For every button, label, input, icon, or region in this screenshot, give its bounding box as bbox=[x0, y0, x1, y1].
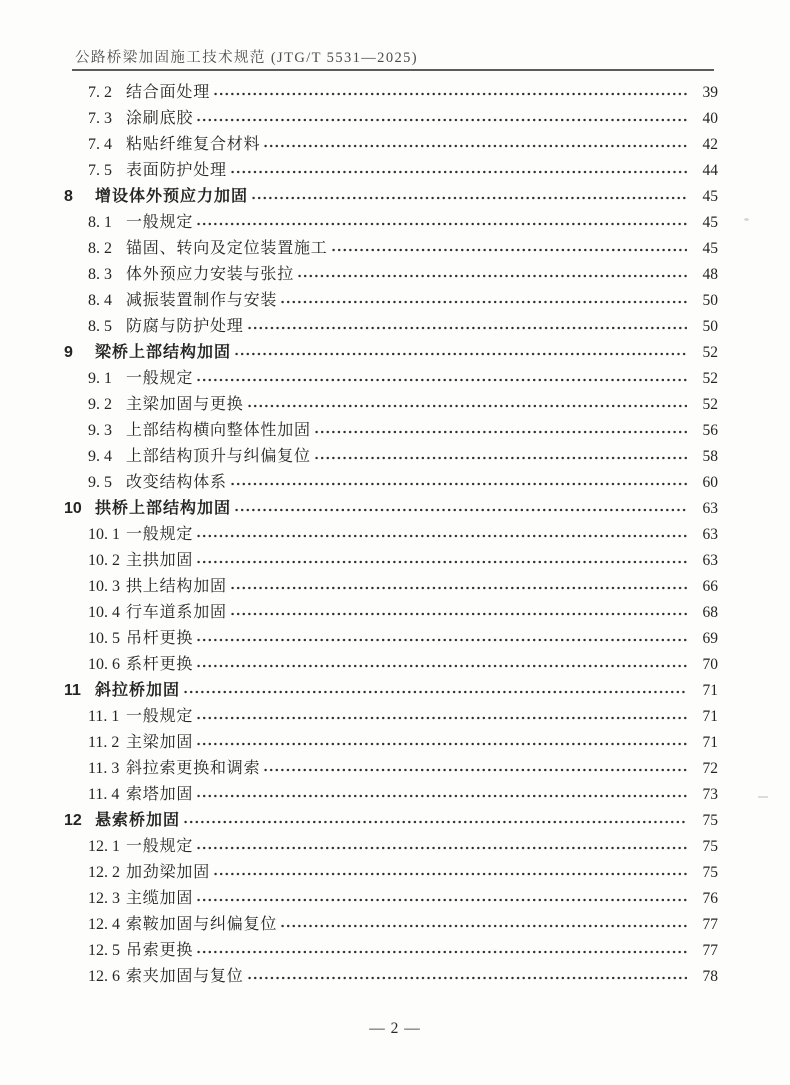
entry-title: 减振装置制作与安装 bbox=[126, 292, 278, 309]
entry-number: 8. 4 bbox=[88, 292, 112, 309]
entry-page-number: 75 bbox=[702, 838, 718, 855]
toc-section-row bbox=[64, 574, 718, 600]
entry-page-number: 75 bbox=[702, 864, 718, 881]
entry-title: 悬索桥加固 bbox=[95, 812, 181, 829]
entry-title: 体外预应力安装与张拉 bbox=[126, 266, 295, 283]
entry-page-number: 45 bbox=[702, 214, 718, 231]
scan-artifact bbox=[758, 796, 768, 798]
entry-title: 结合面处理 bbox=[126, 84, 211, 101]
dot-leader bbox=[183, 808, 687, 834]
entry-number: 8. 2 bbox=[88, 240, 112, 257]
entry-number: 7. 4 bbox=[88, 136, 112, 153]
running-header: 公路桥梁加固施工技术规范 (JTG/T 5531—2025) bbox=[75, 50, 419, 66]
entry-page-number: 48 bbox=[702, 266, 718, 283]
entry-title: 防腐与防护处理 bbox=[126, 318, 244, 335]
entry-title: 上部结构顶升与纠偏复位 bbox=[126, 448, 311, 465]
toc-section-row bbox=[64, 730, 718, 756]
entry-page-number: 58 bbox=[702, 448, 718, 465]
dot-leader bbox=[280, 288, 687, 314]
entry-number: 8. 3 bbox=[88, 266, 112, 283]
entry-number: 7. 5 bbox=[88, 162, 112, 179]
header-rule bbox=[72, 69, 714, 71]
entry-page-number: 56 bbox=[702, 422, 718, 439]
toc-section-row bbox=[64, 886, 718, 912]
entry-title: 锚固、转向及定位装置施工 bbox=[126, 240, 328, 257]
entry-page-number: 75 bbox=[702, 812, 718, 829]
dot-leader bbox=[247, 392, 687, 418]
toc-section-row bbox=[64, 366, 718, 392]
table-of-contents bbox=[64, 80, 718, 990]
toc-section-row bbox=[64, 106, 718, 132]
entry-number: 8 bbox=[64, 188, 73, 205]
entry-page-number: 40 bbox=[702, 110, 718, 127]
dot-leader bbox=[247, 964, 687, 990]
dot-leader bbox=[251, 184, 687, 210]
entry-number: 11 bbox=[64, 682, 81, 699]
entry-page-number: 71 bbox=[702, 734, 718, 751]
entry-number: 10. 1 bbox=[88, 526, 120, 543]
entry-title: 梁桥上部结构加固 bbox=[95, 344, 232, 361]
dot-leader bbox=[247, 314, 687, 340]
entry-title: 拱桥上部结构加固 bbox=[95, 500, 232, 517]
entry-number: 8. 5 bbox=[88, 318, 112, 335]
toc-section-row bbox=[64, 704, 718, 730]
toc-chapter-row bbox=[64, 184, 718, 210]
dot-leader bbox=[263, 756, 687, 782]
entry-page-number: 77 bbox=[702, 916, 718, 933]
entry-title: 增设体外预应力加固 bbox=[95, 188, 249, 205]
entry-page-number: 50 bbox=[702, 318, 718, 335]
dot-leader bbox=[196, 652, 687, 678]
entry-title: 一般规定 bbox=[126, 370, 194, 387]
entry-number: 9. 2 bbox=[88, 396, 112, 413]
page-footer: — 2 — bbox=[369, 1020, 421, 1037]
entry-title: 拱上结构加固 bbox=[126, 578, 227, 595]
entry-page-number: 71 bbox=[702, 682, 718, 699]
dot-leader bbox=[196, 106, 687, 132]
entry-page-number: 45 bbox=[702, 188, 718, 205]
dot-leader bbox=[230, 158, 687, 184]
entry-page-number: 44 bbox=[702, 162, 718, 179]
toc-section-row bbox=[64, 600, 718, 626]
dot-leader bbox=[196, 548, 687, 574]
entry-page-number: 77 bbox=[702, 942, 718, 959]
toc-section-row bbox=[64, 392, 718, 418]
entry-page-number: 42 bbox=[702, 136, 718, 153]
entry-page-number: 63 bbox=[702, 526, 718, 543]
entry-page-number: 52 bbox=[702, 396, 718, 413]
entry-page-number: 45 bbox=[702, 240, 718, 257]
entry-page-number: 69 bbox=[702, 630, 718, 647]
dot-leader bbox=[280, 912, 687, 938]
dot-leader bbox=[230, 574, 687, 600]
entry-page-number: 70 bbox=[702, 656, 718, 673]
entry-number: 10 bbox=[64, 500, 82, 517]
entry-number: 10. 4 bbox=[88, 604, 120, 621]
entry-number: 11. 1 bbox=[88, 708, 120, 725]
entry-number: 12. 5 bbox=[88, 942, 120, 959]
toc-section-row bbox=[64, 756, 718, 782]
entry-page-number: 76 bbox=[702, 890, 718, 907]
entry-title: 一般规定 bbox=[126, 708, 194, 725]
entry-number: 8. 1 bbox=[88, 214, 112, 231]
entry-title: 主梁加固与更换 bbox=[126, 396, 244, 413]
dot-leader bbox=[196, 834, 687, 860]
entry-title: 改变结构体系 bbox=[126, 474, 227, 491]
toc-section-row bbox=[64, 522, 718, 548]
entry-title: 斜拉桥加固 bbox=[95, 682, 181, 699]
toc-section-row bbox=[64, 80, 718, 106]
toc-section-row bbox=[64, 964, 718, 990]
toc-section-row bbox=[64, 236, 718, 262]
entry-page-number: 71 bbox=[702, 708, 718, 725]
entry-page-number: 78 bbox=[702, 968, 718, 985]
toc-section-row bbox=[64, 834, 718, 860]
dot-leader bbox=[196, 782, 687, 808]
toc-section-row bbox=[64, 262, 718, 288]
entry-page-number: 52 bbox=[702, 370, 718, 387]
scan-artifact bbox=[744, 218, 749, 221]
entry-title: 一般规定 bbox=[126, 838, 194, 855]
entry-title: 吊索更换 bbox=[126, 942, 194, 959]
dot-leader bbox=[196, 704, 687, 730]
entry-title: 系杆更换 bbox=[126, 656, 194, 673]
entry-number: 10. 3 bbox=[88, 578, 120, 595]
entry-number: 9. 4 bbox=[88, 448, 112, 465]
dot-leader bbox=[183, 678, 687, 704]
entry-number: 12 bbox=[64, 812, 82, 829]
entry-page-number: 52 bbox=[702, 344, 718, 361]
entry-title: 索鞍加固与纠偏复位 bbox=[126, 916, 278, 933]
entry-number: 12. 1 bbox=[88, 838, 120, 855]
entry-title: 行车道系加固 bbox=[126, 604, 227, 621]
toc-section-row bbox=[64, 782, 718, 808]
toc-section-row bbox=[64, 444, 718, 470]
dot-leader bbox=[196, 626, 687, 652]
entry-title: 主缆加固 bbox=[126, 890, 194, 907]
toc-section-row bbox=[64, 470, 718, 496]
entry-number: 12. 3 bbox=[88, 890, 120, 907]
entry-page-number: 73 bbox=[702, 786, 718, 803]
toc-chapter-row bbox=[64, 340, 718, 366]
dot-leader bbox=[196, 938, 687, 964]
dot-leader bbox=[196, 730, 687, 756]
toc-section-row bbox=[64, 548, 718, 574]
entry-number: 10. 6 bbox=[88, 656, 120, 673]
toc-section-row bbox=[64, 288, 718, 314]
entry-number: 7. 3 bbox=[88, 110, 112, 127]
toc-chapter-row bbox=[64, 808, 718, 834]
entry-number: 9. 5 bbox=[88, 474, 112, 491]
toc-chapter-row bbox=[64, 496, 718, 522]
entry-title: 斜拉索更换和调索 bbox=[126, 760, 261, 777]
dot-leader bbox=[331, 236, 687, 262]
entry-page-number: 63 bbox=[702, 500, 718, 517]
toc-section-row bbox=[64, 314, 718, 340]
dot-leader bbox=[196, 522, 687, 548]
dot-leader bbox=[234, 496, 687, 522]
toc-section-row bbox=[64, 938, 718, 964]
entry-title: 粘贴纤维复合材料 bbox=[126, 136, 261, 153]
dot-leader bbox=[263, 132, 687, 158]
entry-title: 主梁加固 bbox=[126, 734, 194, 751]
entry-number: 9. 1 bbox=[88, 370, 112, 387]
entry-title: 吊杆更换 bbox=[126, 630, 194, 647]
entry-number: 9. 3 bbox=[88, 422, 112, 439]
dot-leader bbox=[230, 470, 687, 496]
toc-section-row bbox=[64, 626, 718, 652]
entry-title: 表面防护处理 bbox=[126, 162, 227, 179]
entry-title: 一般规定 bbox=[126, 526, 194, 543]
dot-leader bbox=[213, 860, 687, 886]
dot-leader bbox=[196, 886, 687, 912]
dot-leader bbox=[230, 600, 687, 626]
entry-number: 11. 4 bbox=[88, 786, 120, 803]
entry-title: 一般规定 bbox=[126, 214, 194, 231]
entry-page-number: 39 bbox=[702, 84, 718, 101]
entry-title: 加劲梁加固 bbox=[126, 864, 211, 881]
toc-section-row bbox=[64, 418, 718, 444]
entry-number: 12. 4 bbox=[88, 916, 120, 933]
entry-number: 10. 2 bbox=[88, 552, 120, 569]
entry-title: 索塔加固 bbox=[126, 786, 194, 803]
entry-number: 7. 2 bbox=[88, 84, 112, 101]
entry-number: 12. 2 bbox=[88, 864, 120, 881]
dot-leader bbox=[196, 366, 687, 392]
entry-number: 12. 6 bbox=[88, 968, 120, 985]
dot-leader bbox=[213, 80, 687, 106]
entry-title: 上部结构横向整体性加固 bbox=[126, 422, 311, 439]
dot-leader bbox=[234, 340, 687, 366]
toc-chapter-row bbox=[64, 678, 718, 704]
entry-title: 主拱加固 bbox=[126, 552, 194, 569]
entry-title: 涂刷底胶 bbox=[126, 110, 194, 127]
toc-section-row bbox=[64, 158, 718, 184]
toc-section-row bbox=[64, 912, 718, 938]
entry-number: 9 bbox=[64, 344, 73, 361]
entry-page-number: 66 bbox=[702, 578, 718, 595]
entry-page-number: 72 bbox=[702, 760, 718, 777]
dot-leader bbox=[314, 418, 687, 444]
entry-title: 索夹加固与复位 bbox=[126, 968, 244, 985]
entry-page-number: 50 bbox=[702, 292, 718, 309]
entry-number: 10. 5 bbox=[88, 630, 120, 647]
toc-section-row bbox=[64, 860, 718, 886]
dot-leader bbox=[297, 262, 687, 288]
entry-page-number: 68 bbox=[702, 604, 718, 621]
dot-leader bbox=[196, 210, 687, 236]
dot-leader bbox=[314, 444, 687, 470]
entry-page-number: 63 bbox=[702, 552, 718, 569]
entry-number: 11. 2 bbox=[88, 734, 120, 751]
toc-section-row bbox=[64, 210, 718, 236]
toc-section-row bbox=[64, 132, 718, 158]
entry-number: 11. 3 bbox=[88, 760, 120, 777]
entry-page-number: 60 bbox=[702, 474, 718, 491]
toc-section-row bbox=[64, 652, 718, 678]
